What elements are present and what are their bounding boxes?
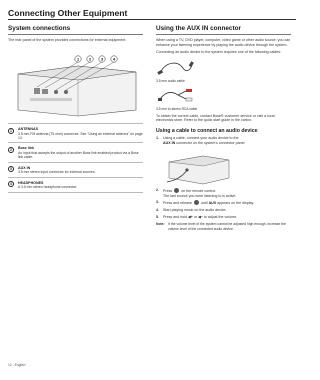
legend-item-aux-in xyxy=(8,162,143,177)
step-text: Press and release xyxy=(163,201,192,206)
step-text: or xyxy=(193,214,198,219)
right-column xyxy=(156,25,291,231)
note-label: Note: xyxy=(156,222,165,227)
section-heading-aux-in: Using the AUX IN connector xyxy=(156,25,291,35)
note-text: If the volume level of the system cannot be adjusted high enough, increase the volume level of the connected audio device. xyxy=(168,222,286,231)
page-title: Connecting Other Equipment xyxy=(8,8,128,18)
audio-cable-icon xyxy=(156,57,196,77)
rca-cable-caption: 3.5 mm to stereo RCA cable xyxy=(156,106,198,111)
legend-desc: 3.5 mm stereo input connector for external sources. xyxy=(18,170,96,175)
headphone-port-icon xyxy=(64,90,68,94)
legend-name: Bose link xyxy=(18,146,34,151)
title-rule xyxy=(8,19,296,20)
step-text: Using a cable, connect your audio device to the xyxy=(163,135,239,140)
legend-item-headphones xyxy=(8,177,143,193)
subheading-connect-audio-device: Using a cable to connect an audio device xyxy=(156,127,258,134)
legend-number: 1 xyxy=(8,128,14,134)
step-bold-label: AUX IN xyxy=(163,140,176,145)
step-number: 4. xyxy=(156,207,159,212)
legend-name: ANTENNAS xyxy=(18,127,38,131)
callout-2-label: 2 xyxy=(88,57,92,62)
system-connections-intro: The rear panel of the system provides connections for external equipment. xyxy=(8,38,127,42)
cable-requirement-paragraph: Connecting an audio device to the system requires one of the following cables: xyxy=(156,50,282,55)
left-column xyxy=(8,25,143,43)
step-subtext: The last source you were listening to is active. xyxy=(163,193,237,198)
legend-desc: A 3.5 mm stereo headphone connector. xyxy=(18,185,78,190)
step-4 xyxy=(156,208,291,213)
bose-link-port-icon xyxy=(42,89,48,94)
step-1 xyxy=(156,136,291,145)
step-number: 1. xyxy=(156,135,159,140)
source-button-icon xyxy=(194,200,199,205)
step-text: Press and hold xyxy=(163,214,187,219)
step-bold-label: AUX xyxy=(208,201,217,206)
connector-legend xyxy=(8,123,143,193)
legend-number: 2 xyxy=(8,147,14,153)
step-3 xyxy=(156,200,291,206)
step-number: 5. xyxy=(156,214,159,219)
aux-in-port-icon xyxy=(54,90,58,94)
obtain-cable-paragraph: To obtain the correct cable, contact Bose® customer service or visit a local electronics store. Refer to the quick start guide in the carton. xyxy=(156,113,275,123)
legend-desc: 3.5 mm FM antenna (75 ohm) connector. See "Using an external antenna" on page 13. xyxy=(18,131,143,140)
legend-number: 3 xyxy=(8,166,14,172)
callout-4-label: 4 xyxy=(112,57,116,62)
legend-item-antennas xyxy=(8,123,143,142)
step-text: until xyxy=(200,201,208,206)
callout-3-label: 3 xyxy=(100,57,104,62)
volume-down-icon: ◀− xyxy=(198,214,203,219)
step-5 xyxy=(156,215,291,220)
rca-cable-icon xyxy=(156,85,196,105)
volume-up-icon: ◀+ xyxy=(187,214,193,219)
step-2 xyxy=(156,188,291,198)
legend-desc: An input that accepts the output of another Bose link enabled product via a Bose link cable. xyxy=(18,151,139,160)
step-number: 2. xyxy=(156,188,159,193)
callout-4 xyxy=(111,56,117,62)
antenna-port-icon xyxy=(34,88,40,94)
source-button-icon xyxy=(174,188,179,193)
step-text: to adjust the volume. xyxy=(203,214,238,219)
rear-panel-illustration xyxy=(8,52,142,118)
connect-device-illustration xyxy=(163,148,233,186)
callout-1-label: 1 xyxy=(76,57,80,62)
legend-name: HEADPHONES xyxy=(18,180,44,185)
aux-intro-paragraph: When using a TV, DVD player, computer, video game or other audio source, you can enhance your listening experience by playing the audio device through the system. xyxy=(156,38,291,47)
volume-note xyxy=(156,222,291,231)
callout-2 xyxy=(87,56,93,62)
step-text: appears on the display. xyxy=(217,201,255,206)
audio-cable-caption: 3.5 mm audio cable xyxy=(156,78,185,83)
steps-list xyxy=(156,136,291,231)
legend-name: AUX IN xyxy=(18,165,31,170)
callout-3 xyxy=(99,56,105,62)
callout-1 xyxy=(75,56,81,62)
step-text: Press xyxy=(163,189,173,194)
step-number: 3. xyxy=(156,200,159,205)
legend-item-bose-link xyxy=(8,142,143,161)
page-footer: 12 - English xyxy=(8,363,26,367)
legend-number: 4 xyxy=(8,181,14,187)
step-text: connector on the system's connector panel. xyxy=(176,140,246,145)
step-text: on the remote control. xyxy=(181,189,217,194)
section-heading-system-connections: System connections xyxy=(8,25,143,35)
step-text: Start playing music on the audio device. xyxy=(163,207,227,212)
